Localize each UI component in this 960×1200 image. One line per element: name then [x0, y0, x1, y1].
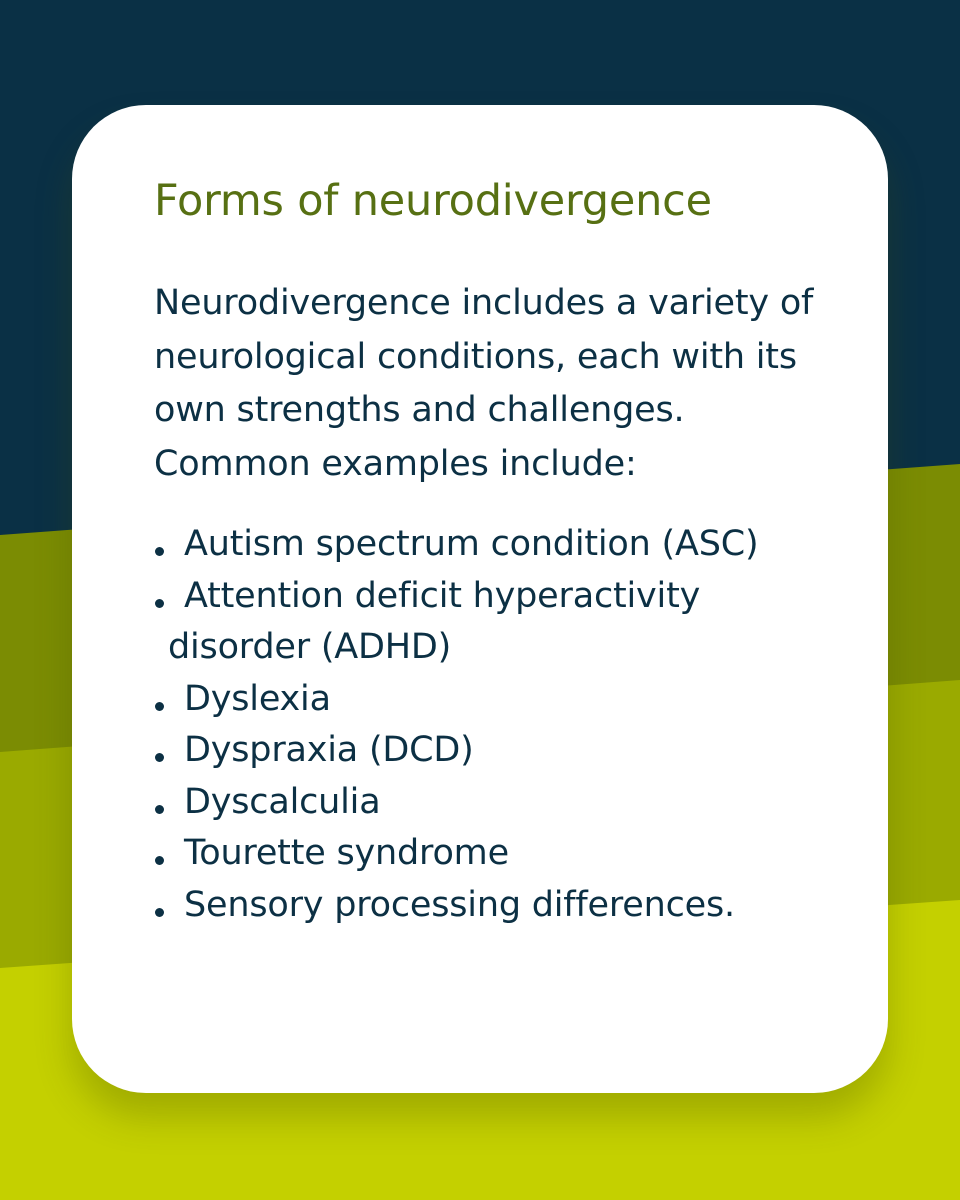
bullet-icon	[155, 753, 164, 762]
condition-label: Dyspraxia (DCD)	[184, 730, 474, 770]
condition-item-dyscalculia	[154, 777, 824, 829]
condition-item-adhd	[154, 571, 824, 674]
condition-item-tourette	[154, 828, 824, 880]
bullet-icon	[155, 856, 164, 865]
card-title: Forms of neurodivergence	[154, 176, 712, 226]
condition-label: Tourette syndrome	[184, 833, 509, 873]
bullet-icon	[155, 547, 164, 556]
condition-label: Dyscalculia	[184, 781, 381, 822]
condition-label: Attention deficit hyperactivity	[184, 575, 701, 616]
bullet-icon	[155, 599, 164, 608]
condition-label: Sensory processing differences.	[184, 884, 735, 925]
condition-item-dyslexia	[154, 674, 824, 726]
bullet-icon	[155, 702, 164, 711]
condition-label-continuation: disorder (ADHD)	[168, 627, 452, 667]
condition-item-dyspraxia	[154, 725, 824, 777]
bullet-icon	[155, 908, 164, 917]
condition-item-asc	[154, 519, 824, 571]
info-card	[72, 105, 888, 1093]
conditions-list	[154, 519, 848, 931]
condition-label: Autism spectrum condition (ASC)	[184, 524, 759, 564]
intro-paragraph: Neurodivergence includes a variety of neurological conditions, each with its own strengths and challenges. Common examples include:	[154, 283, 814, 484]
condition-item-sensory	[154, 880, 824, 932]
bullet-icon	[155, 805, 164, 814]
condition-label: Dyslexia	[184, 678, 331, 719]
